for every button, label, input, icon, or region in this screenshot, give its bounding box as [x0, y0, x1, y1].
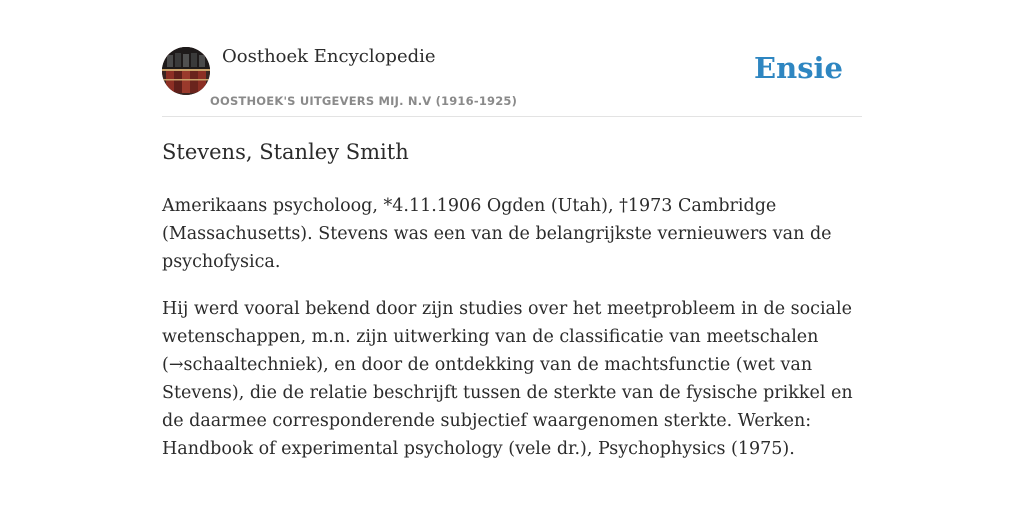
article-body — [162, 192, 862, 482]
site-header — [162, 46, 862, 117]
article-paragraph: Amerikaans psycholoog, *4.11.1906 Ogden (Utah), †1973 Cambridge (Massachusetts). Stevens was een van de belangrijkste vernieuwers van de psychofysica. — [162, 196, 832, 272]
site-title-link[interactable]: Oosthoek Encyclopedie — [222, 46, 436, 67]
publisher-label: OOSTHOEK'S UITGEVERS MIJ. N.V (1916-1925) — [210, 94, 518, 108]
article-title: Stevens, Stanley Smith — [162, 140, 409, 164]
book-spines-icon[interactable] — [162, 47, 210, 95]
brand-logo-link[interactable]: Ensie — [754, 51, 843, 85]
article-paragraph: Hij werd vooral bekend door zijn studies over het meetprobleem in de sociale wetenschappen, m.n. zijn uitwerking van de classificatie van meetschalen (→schaaltechniek), en door de ontdekking van de machtsfunctie (wet van Stevens), die de relatie beschrijft tussen de sterkte van de fysische prikkel en de daarmee corresponderende subjectief waargenomen sterkte. Werken: Handbook of experimental psychology (vele dr.), Psychophysics (1975). — [162, 299, 853, 459]
